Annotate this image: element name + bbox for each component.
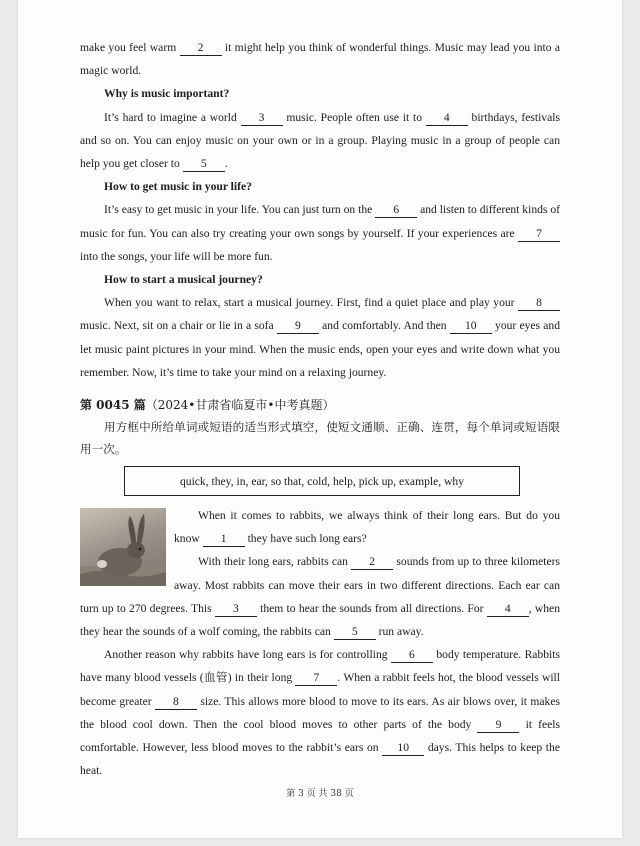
instruction-text: 用方框中所给单词或短语的适当形式填空，使短文通顺、正确、连贯，每个单词或短语限用一次。 bbox=[80, 420, 560, 457]
page-footer: 第 3 页 共 38 页 bbox=[286, 789, 354, 799]
answer-blank: 10 bbox=[450, 319, 492, 334]
paragraph: When you want to relax, start a musical journey. First, find a quiet place and play your 8 music. Next, sit on a chair or lie in a sofa 9 and comfortably. And then 10 your eyes and let music paint pictures in your mind. When the music ends, open your eyes and write down what you remember. Now, it’s time to take your mind on a relaxing journey. bbox=[80, 296, 561, 379]
answer-blank: 6 bbox=[391, 648, 433, 663]
section-heading: How to start a musical journey? bbox=[104, 273, 263, 287]
word-bank-text: quick, they, in, ear, so that, cold, help, pick up, example, why bbox=[179, 474, 465, 488]
answer-blank: 4 bbox=[487, 602, 529, 617]
word-bank-box bbox=[124, 466, 520, 496]
answer-blank: 8 bbox=[518, 296, 560, 311]
rabbit-illustration bbox=[80, 508, 166, 586]
section-heading: How to get music in your life? bbox=[104, 180, 252, 194]
answer-blank: 3 bbox=[241, 111, 283, 126]
answer-blank: 1 bbox=[203, 532, 245, 547]
answer-blank: 6 bbox=[375, 203, 417, 218]
answer-blank: 9 bbox=[277, 319, 319, 334]
paragraph: With their long ears, rabbits can 2 sounds from up to three kilometers away. Most rabbits can move their ears in two different directions. Each ear can turn up to 270 degrees. This 3 them to hear the sounds from all directions. For 4 , when they hear the sounds of a wolf coming, the rabbits can 5 run away. bbox=[80, 555, 560, 639]
answer-blank: 10 bbox=[382, 741, 424, 756]
paragraph: make you feel warm 2 it might help you think of wonderful things. Music may lead you into a magic world. bbox=[80, 41, 561, 78]
paragraph: When it comes to rabbits, we always think of their long ears. But do you know 1 they have such long ears? bbox=[174, 509, 560, 546]
answer-blank: 7 bbox=[518, 227, 560, 242]
answer-blank: 4 bbox=[426, 111, 468, 126]
document-page bbox=[18, 0, 622, 838]
page-content bbox=[80, 36, 560, 782]
rabbit-passage bbox=[80, 504, 560, 782]
answer-blank: 8 bbox=[155, 695, 197, 710]
paragraph: Another reason why rabbits have long ears is for controlling 6 body temperature. Rabbits have many blood vessels (血管) in their long 7 . When a rabbit feels hot, the blood vessels will become greater 8 size. This allows more blood to move to its ears. As air blows over, it makes the blood cool down. Then the cool blood moves to other parts of the body 9 it feels comfortable. However, less blood moves to the rabbit’s ears on 10 days. This helps to keep the heat. bbox=[80, 648, 561, 778]
answer-blank: 5 bbox=[183, 157, 225, 172]
passage-title: 第 0045 篇（2024•甘肃省临夏市•中考真题） bbox=[80, 398, 335, 413]
answer-blank: 7 bbox=[295, 671, 337, 686]
section-heading: Why is music important? bbox=[104, 87, 230, 101]
answer-blank: 5 bbox=[334, 625, 376, 640]
answer-blank: 3 bbox=[215, 602, 257, 617]
answer-blank: 2 bbox=[180, 41, 222, 56]
paragraph: It’s hard to imagine a world 3 music. People often use it to 4 birthdays, festivals and so on. You can enjoy music on your own or in a group. Playing music in a group of people can help you get closer to 5 . bbox=[80, 110, 560, 171]
answer-blank: 2 bbox=[351, 555, 393, 570]
answer-blank: 9 bbox=[477, 718, 519, 733]
rabbit-photo bbox=[80, 508, 166, 586]
paragraph: It’s easy to get music in your life. You can just turn on the 6 and listen to different kinds of music for fun. You can also try creating your own songs by yourself. If your experiences are 7 into the songs, your life will be more fun. bbox=[80, 203, 560, 263]
